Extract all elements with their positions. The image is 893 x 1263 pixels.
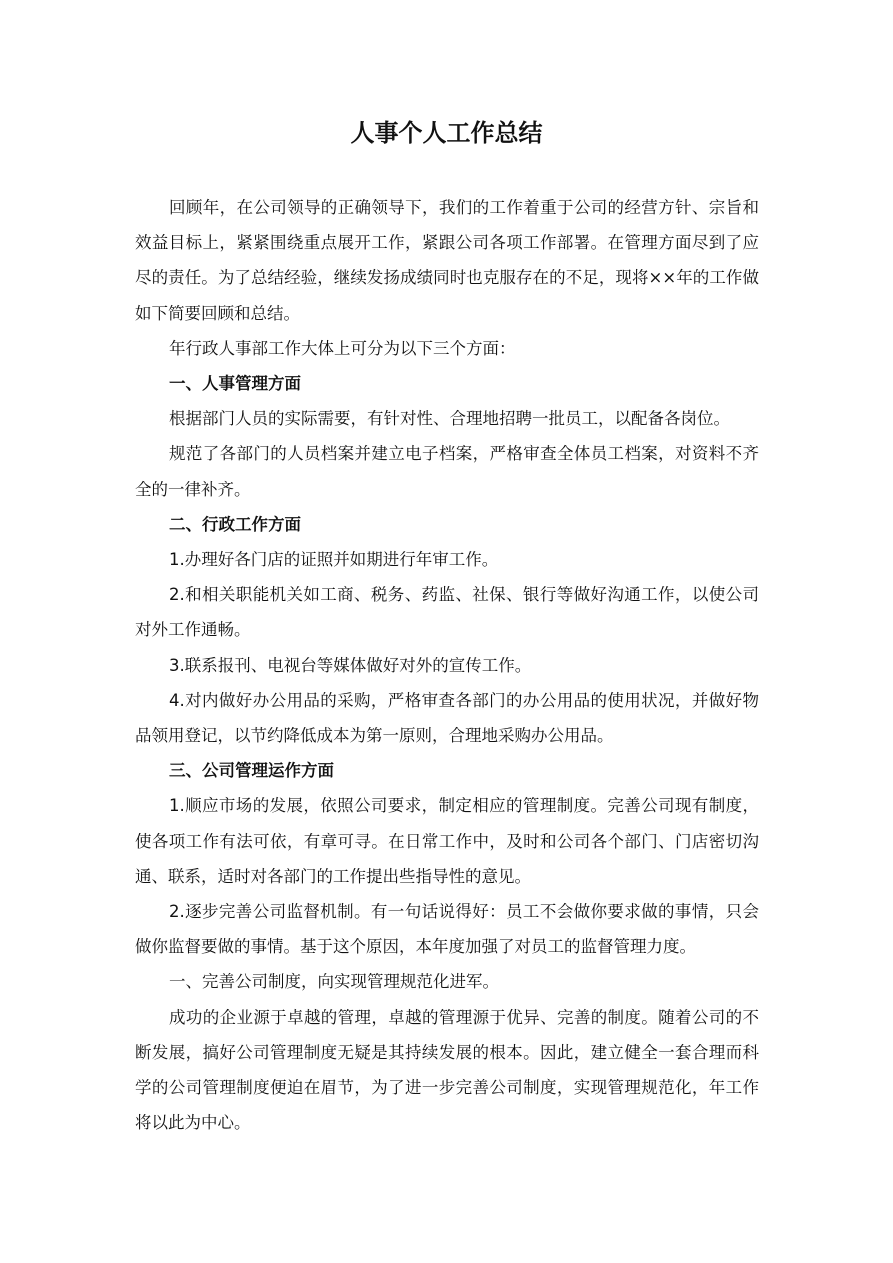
paragraph: 成功的企业源于卓越的管理，卓越的管理源于优异、完善的制度。随着公司的不断发展，搞好公司管理制度无疑是其持续发展的根本。因此，建立健全一套合理而科学的公司管理制度便迫在眉节，为了进一步完善公司制度，实现管理规范化，年工作将以此为中心。 — [135, 1007, 759, 1133]
document-title: 人事个人工作总结 — [350, 119, 543, 147]
paragraph: 规范了各部门的人员档案并建立电子档案，严格审查全体员工档案，对资料不齐全的一律补齐。 — [135, 444, 759, 499]
list-item: 2.和相关职能机关如工商、税务、药监、社保、银行等做好沟通工作，以使公司对外工作通畅。 — [135, 585, 759, 640]
list-item: 1.顺应市场的发展，依照公司要求，制定相应的管理制度。完善公司现有制度，使各项工作有法可依，有章可寻。在日常工作中，及时和公司各个部门、门店密切沟通、联系，适时对各部门的工作提出些指导性的意见。 — [135, 796, 759, 886]
section-heading-personnel: 一、人事管理方面 — [169, 374, 301, 394]
list-item: 2.逐步完善公司监督机制。有一句话说得好：员工不会做你要求做的事情，只会做你监督要做的事情。基于这个原因，本年度加强了对员工的监督管理力度。 — [135, 902, 759, 957]
intro-paragraph: 回顾年，在公司领导的正确领导下，我们的工作着重于公司的经营方针、宗旨和效益目标上，紧紧围绕重点展开工作，紧跟公司各项工作部署。在管理方面尽到了应尽的责任。为了总结经验，继续发扬成绩同时也克服存在的不足，现将××年的工作做如下简要回顾和总结。 — [135, 198, 759, 323]
list-item: 4.对内做好办公用品的采购，严格审查各部门的办公用品的使用状况，并做好物品领用登记，以节约降低成本为第一原则，合理地采购办公用品。 — [135, 690, 759, 746]
paragraph: 根据部门人员的实际需要，有针对性、合理地招聘一批员工，以配备各岗位。 — [169, 409, 730, 429]
list-item: 1.办理好各门店的证照并如期进行年审工作。 — [169, 550, 499, 570]
list-item: 3.联系报刊、电视台等媒体做好对外的宣传工作。 — [169, 655, 532, 675]
overview-paragraph: 年行政人事部工作大体上可分为以下三个方面： — [169, 338, 516, 358]
subheading-paragraph: 一、完善公司制度，向实现管理规范化进军。 — [169, 972, 499, 992]
section-heading-administration: 二、行政工作方面 — [169, 514, 301, 534]
document-body — [135, 190, 759, 1140]
section-heading-management: 三、公司管理运作方面 — [169, 761, 334, 781]
